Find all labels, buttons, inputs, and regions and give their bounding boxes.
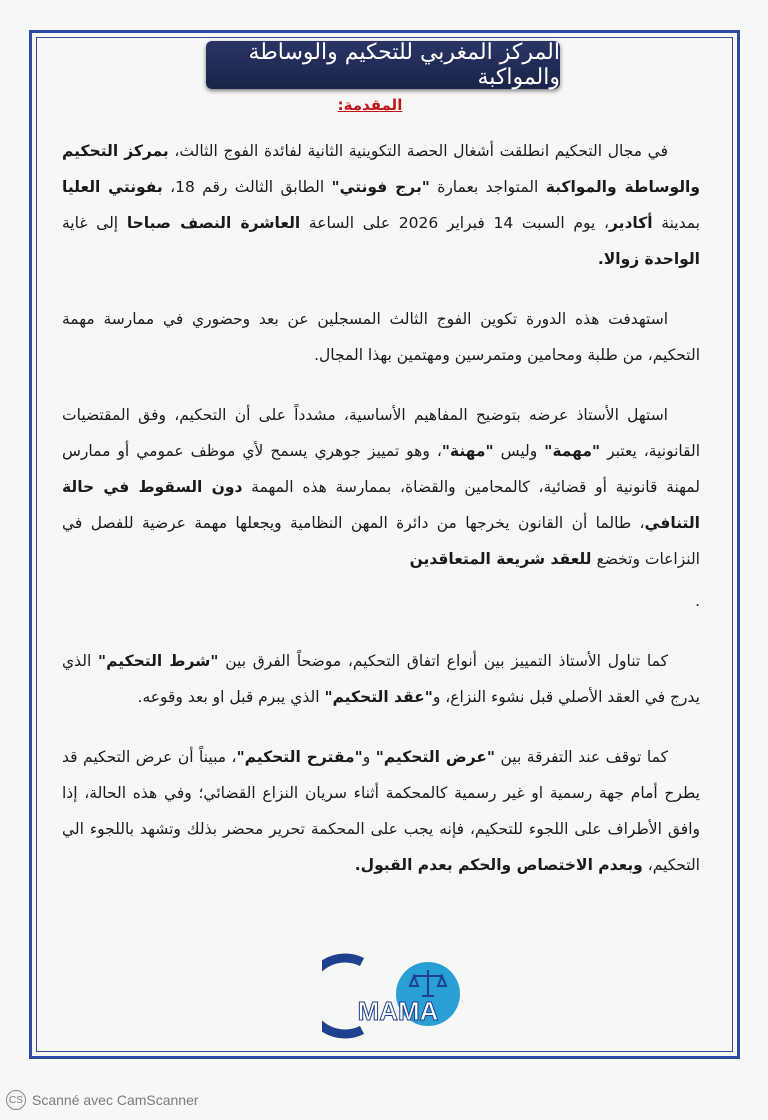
p1-text-6: إلى غاية (62, 214, 127, 232)
intro-title: المقدمة: (337, 96, 403, 114)
p5-bold-3: وبعدم الاختصاص والحكم بعدم القبول. (354, 856, 643, 874)
p1-text-4: بمدينة (652, 214, 700, 232)
p3-text-3: ، وهو تمييز جوهري يسمح لأي موظف عمومي أو ممارس لمهنة قانونية أو قضائية، كالمحامين والقضاة، بممارسة هذه المهمة (62, 442, 700, 496)
p5-text-2: و (362, 748, 376, 766)
p4-text-1: كما تناول الأستاذ التمييز بين أنواع اتفاق التحكيم، موضحاً الفرق بين (218, 652, 668, 670)
banner-title: المركز المغربي للتحكيم والوساطة والمواكبة (248, 40, 560, 90)
p1-bold-4: أكادير (609, 214, 653, 232)
p5-bold-2: "مقترح التحكيم" (236, 748, 363, 766)
header-banner (206, 41, 560, 89)
p3-bold-1: "مهمة" (544, 442, 601, 460)
logo-text: MAMA (357, 996, 439, 1026)
article-body (62, 133, 700, 907)
watermark-label: Scanné avec CamScanner (32, 1092, 199, 1108)
p1-bold-2: "برج فونتي" (331, 178, 430, 196)
paragraph-3-end: . (695, 592, 700, 610)
paragraph-1 (62, 133, 700, 277)
p1-bold-5: العاشرة النصف صباحا (126, 214, 301, 232)
p1-text-3: الطابق الثالث رقم 18، (162, 178, 332, 196)
camscanner-icon: CS (6, 1090, 26, 1110)
mama-logo-icon (322, 950, 464, 1040)
p1-text-2: المتواجد بعمارة (429, 178, 546, 196)
p3-bold-2: "مهنة" (441, 442, 494, 460)
p5-bold-1: "عرض التحكيم" (375, 748, 496, 766)
p3-text-1: استهل الأستاذ عرضه بتوضيح المفاهيم الأساسية، مشدداً على أن التحكيم، وفق المقتضيات القانونية، يعتبر (62, 406, 700, 460)
p1-text-5: ، يوم السبت 14 فبراير 2026 على الساعة (300, 214, 609, 232)
p1-bold-6: الواحدة زوالا. (597, 250, 700, 268)
paragraph-5 (62, 739, 700, 883)
p1-text-1: في مجال التحكيم انطلقت أشغال الحصة التكوينية الثانية لفائدة الفوج الثالث، (174, 142, 668, 160)
p1-bold-3: بفونتي العليا (62, 178, 163, 196)
p3-text-2: وليس (493, 442, 545, 460)
paragraph-2: استهدفت هذه الدورة تكوين الفوج الثالث المسجلين عن بعد وحضوري في ممارسة مهمة التحكيم، من طلبة ومحامين ومتمرسين ومهتمين بهذا المجال. (62, 310, 700, 364)
p3-text-4: ، طالما أن القانون يخرجها من دائرة المهن النظامية ويجعلها مهمة عرضية للفصل في النزاعات وتخضع (62, 514, 700, 568)
p4-bold-1: "شرط التحكيم" (98, 652, 219, 670)
p3-bold-4: للعقد شريعة المتعاقدين (409, 550, 592, 568)
p3-bold-3: دون السقوط في حالة التنافي (62, 478, 700, 532)
paragraph-4 (62, 643, 700, 715)
p1-bold-1: بمركز التحكيم والوساطة والمواكبة (62, 142, 701, 196)
p4-bold-2: "عقد التحكيم" (324, 688, 433, 706)
p4-text-3: الذي يبرم قبل او بعد وقوعه. (137, 688, 325, 706)
scanner-watermark (6, 1090, 199, 1110)
p5-text-3: ، مبيناً أن عرض التحكيم قد يطرح أمام جهة رسمية او غير رسمية كالمحكمة أثناء سريان النزاع القضائي؛ وفي هذه الحالة، إذا وافق الأطراف على اللجوء للتحكيم، فإنه يجب على المحكمة تحرير محضر بذلك وتشهد باللجوء الي التحكيم، (62, 748, 700, 874)
paragraph-3 (62, 397, 700, 577)
p5-text-1: كما توقف عند التفرقة بين (495, 748, 668, 766)
p4-text-2: الذي يدرج في العقد الأصلي قبل نشوء النزاع، و (62, 652, 700, 706)
logo-arc-left (322, 958, 362, 1034)
